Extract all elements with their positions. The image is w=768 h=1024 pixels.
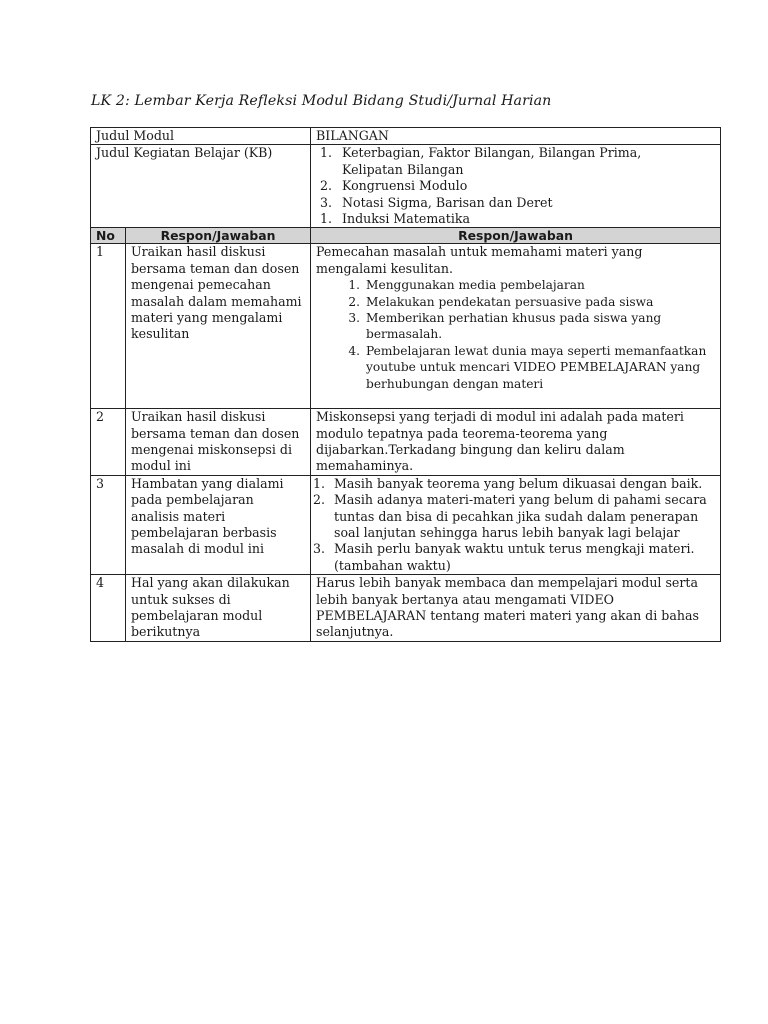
list-item: 1. Menggunakan media pembelajaran [348,278,585,293]
row-number: 3 [91,475,126,574]
list-item: 3. Memberikan perhatian khusus pada siswa yang bermasalah. [348,311,662,342]
kb-item: 3. Notasi Sigma, Barisan dan Deret [320,194,553,210]
list-item: 1. Masih banyak teorema yang belum dikuasai dengan baik. [313,475,703,491]
kb-item: 1. Keterbagian, Faktor Bilangan, Bilangan Prima, Kelipatan Bilangan [320,145,642,177]
row-answer: Harus lebih banyak membaca dan mempelajari modul serta lebih banyak bertanya atau mengamati VIDEO PEMBELAJARAN tentang materi materi yang akan di bahas selanjutnya. [311,575,721,642]
row-question: Hambatan yang dialami pada pembelajaran analisis materi pembelajaran berbasis masalah di modul ini [126,475,311,574]
kb-label: Judul Kegiatan Belajar (KB) [91,145,311,228]
kb-list [316,145,715,227]
modul-value: BILANGAN [311,128,721,145]
header-respon-2: Respon/Jawaban [311,228,721,244]
reflection-table [90,127,721,642]
modul-label: Judul Modul [91,128,311,145]
row-number: 1 [91,244,126,409]
document-title: LK 2: Lembar Kerja Refleksi Modul Bidang Studi/Jurnal Harian [91,93,552,109]
row-question: Hal yang akan dilakukan untuk sukses di pembelajaran modul berikutnya [126,575,311,642]
table-row [91,475,721,574]
row-answer [311,475,721,574]
kb-item: 1. Induksi Matematika [320,211,470,227]
row-question: Uraikan hasil diskusi bersama teman dan dosen mengenai miskonsepsi di modul ini [126,409,311,476]
row-answer [311,244,721,409]
answer-intro: Pemecahan masalah untuk memahami materi yang mengalami kesulitan. [316,244,643,276]
header-no: No [91,228,126,244]
table-header-row [91,228,721,244]
row-number: 4 [91,575,126,642]
row-question: Uraikan hasil diskusi bersama teman dan dosen mengenai pemecahan masalah dalam memahami materi yang mengalami kesulitan [126,244,311,409]
kb-list-cell [311,145,721,228]
table-row [91,575,721,642]
kb-row [91,145,721,228]
modul-row [91,128,721,145]
answer-list [316,277,715,392]
kb-item: 2. Kongruensi Modulo [320,178,468,194]
table-row [91,409,721,476]
list-item: 2. Masih adanya materi-materi yang belum di pahami secara tuntas dan bisa di pecahkan jika sudah dalam penerapan soal lanjutan sehingga harus lebih banyak lagi belajar [313,492,707,540]
list-item: 4. Pembelajaran lewat dunia maya seperti memanfaatkan youtube untuk mencari VIDEO PEMBELAJARAN yang berhubungan dengan materi [348,343,707,391]
list-item: 2. Melakukan pendekatan persuasive pada siswa [348,294,654,309]
row-number: 2 [91,409,126,476]
list-item: 3. Masih perlu banyak waktu untuk terus mengkaji materi. (tambahan waktu) [313,541,695,573]
table-row [91,244,721,409]
header-respon-1: Respon/Jawaban [126,228,311,244]
row-answer: Miskonsepsi yang terjadi di modul ini adalah pada materi modulo tepatnya pada teorema-teorema yang dijabarkan.Terkadang bingung dan keliru dalam memahaminya. [311,409,721,476]
